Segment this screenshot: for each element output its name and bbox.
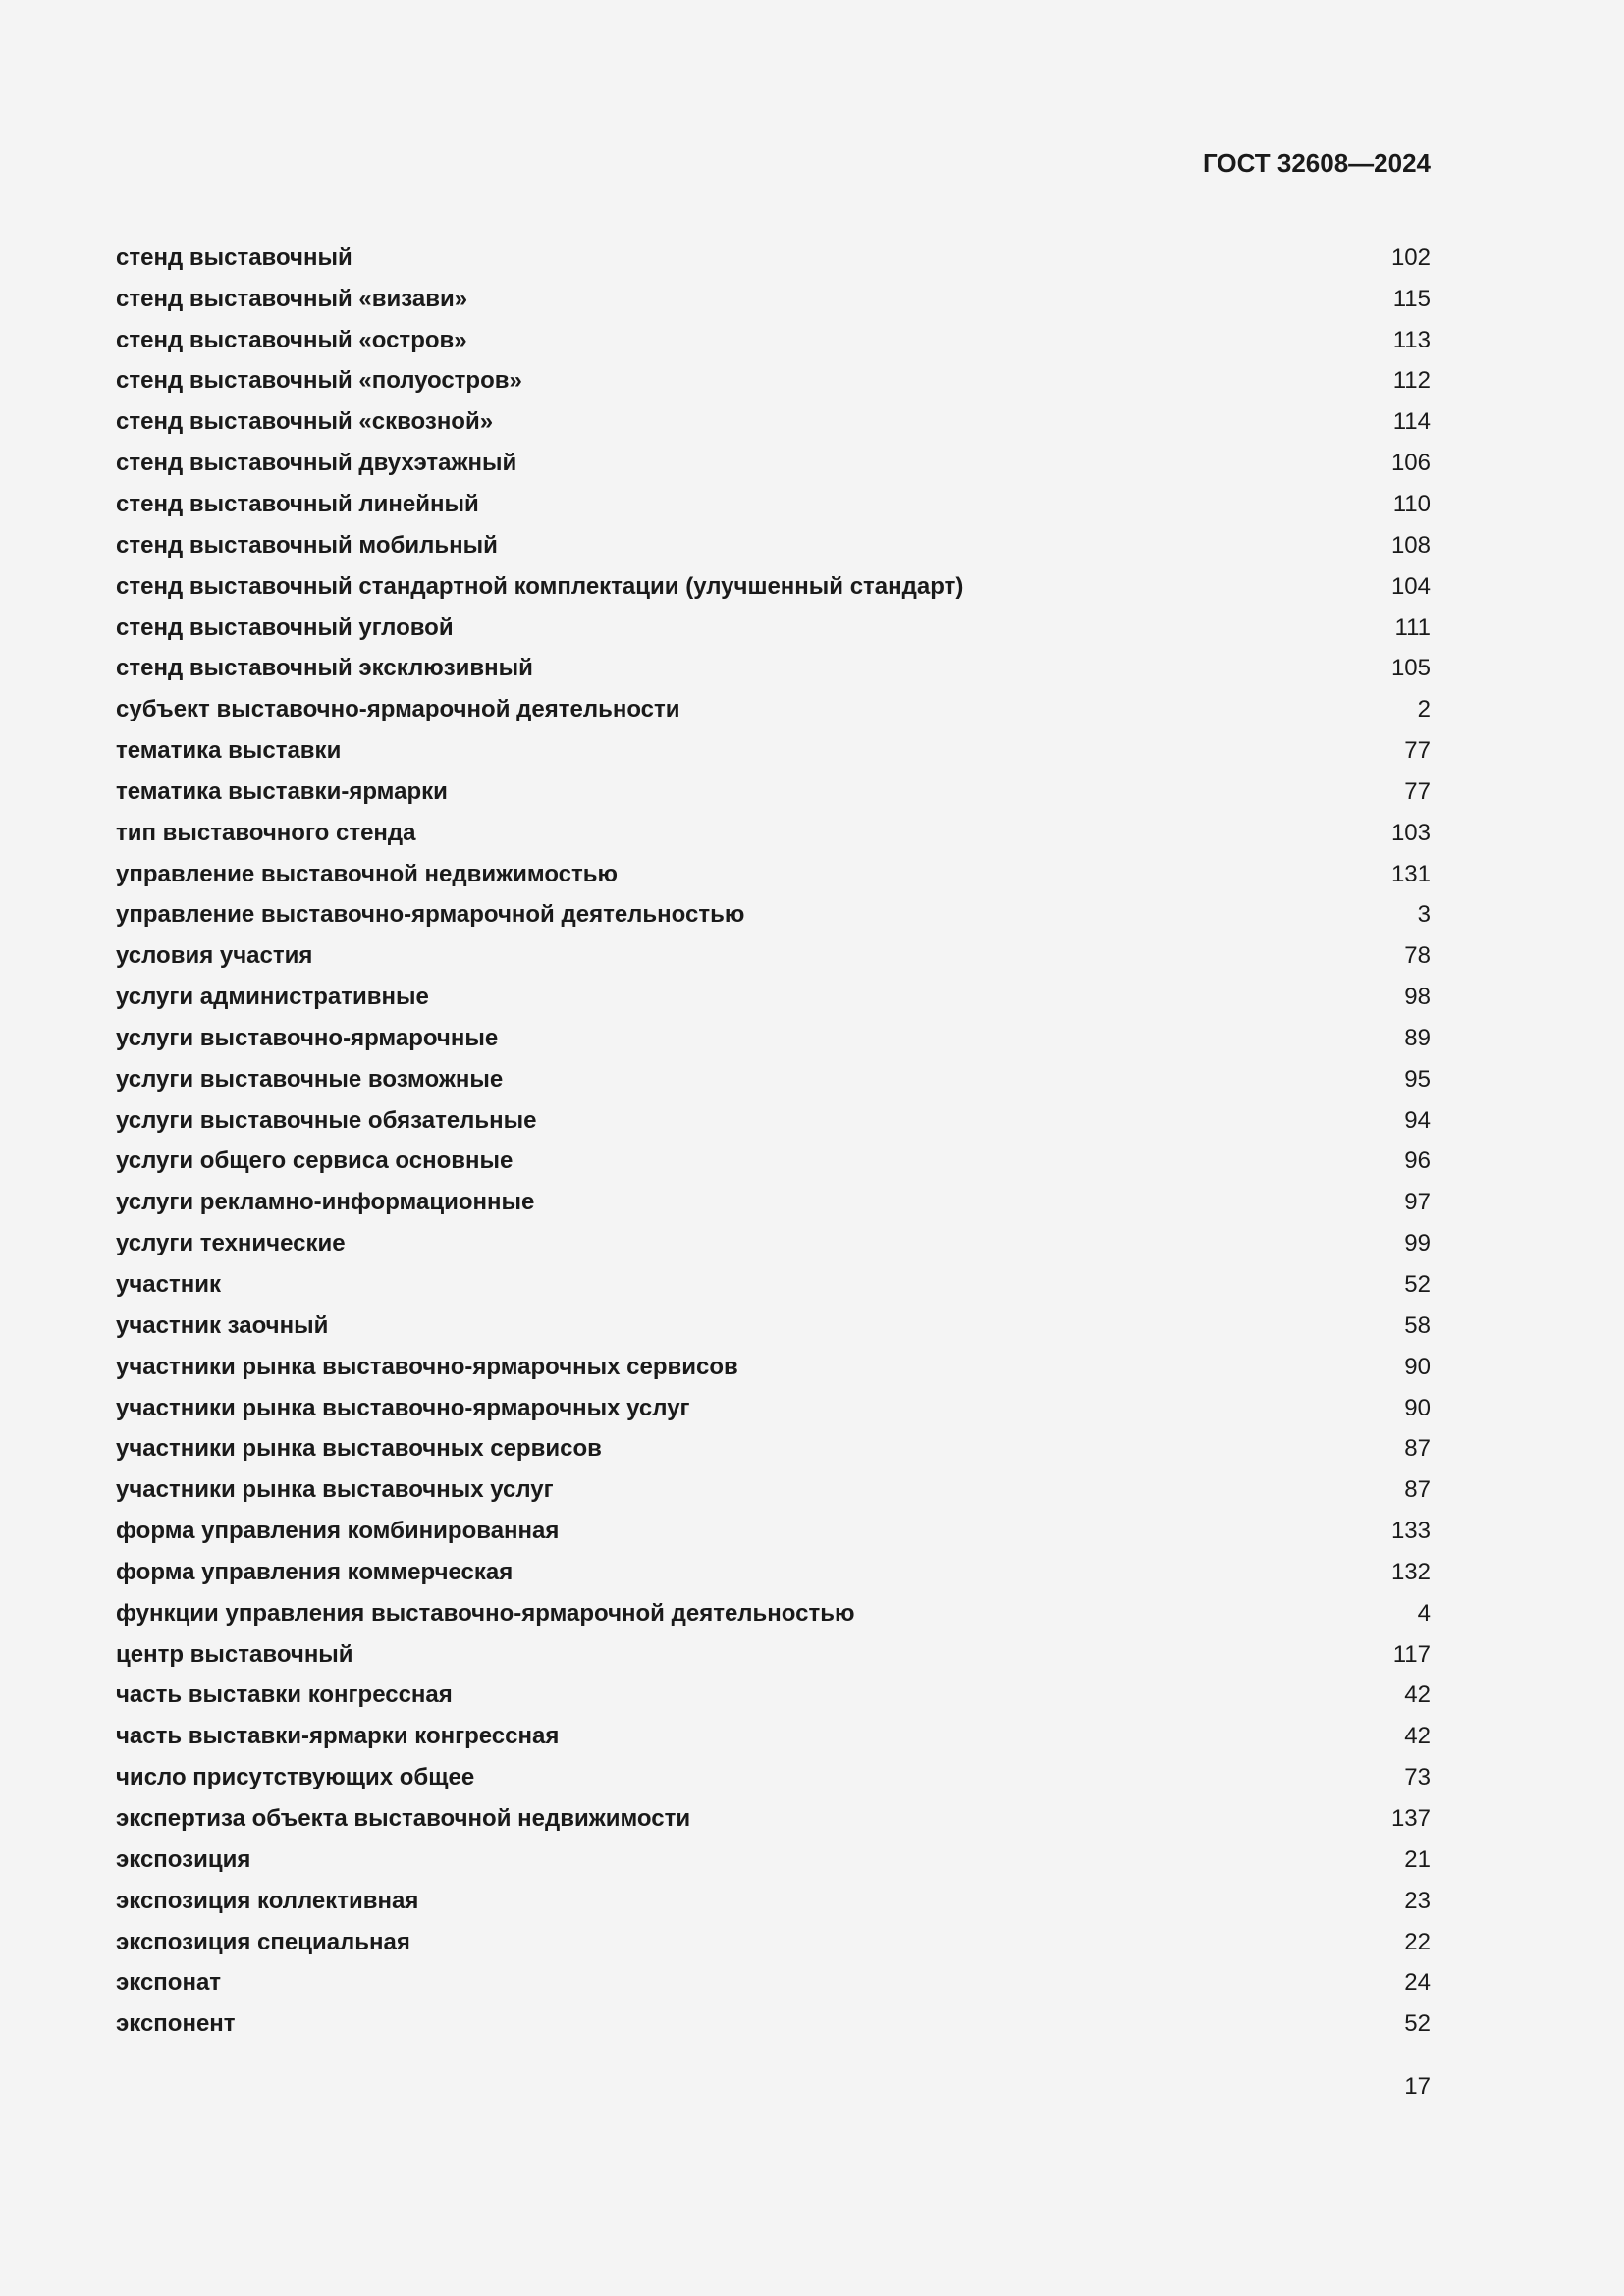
- index-entry: [116, 689, 1431, 730]
- index-term: тематика выставки-ярмарки: [116, 777, 448, 805]
- index-entry: [116, 484, 1431, 525]
- index-term-number: 117: [1392, 1640, 1431, 1668]
- index-term-number: 77: [1404, 777, 1431, 805]
- index-term: стенд выставочный «полуостров»: [116, 367, 522, 395]
- index-entry: [116, 1962, 1431, 2003]
- document-header: ГОСТ 32608—2024: [1203, 148, 1431, 178]
- index-term: экспозиция специальная: [116, 1928, 410, 1955]
- index-entry: [116, 1716, 1431, 1757]
- index-term-number: 102: [1390, 243, 1431, 271]
- index-entry: [116, 1182, 1431, 1223]
- index-term: экспозиция коллективная: [116, 1887, 419, 1914]
- index-term-number: 3: [1417, 901, 1431, 929]
- index-entry: [116, 1552, 1431, 1593]
- index-term-number: 52: [1404, 2010, 1431, 2038]
- index-term-number: 23: [1404, 1887, 1431, 1914]
- index-term-number: 94: [1404, 1106, 1431, 1134]
- index-term-number: 90: [1404, 1394, 1431, 1421]
- index-term: участники рынка выставочно-ярмарочных услуг: [116, 1394, 690, 1421]
- index-entry: [116, 1469, 1431, 1511]
- index-term-number: 73: [1404, 1764, 1431, 1791]
- index-term: услуги рекламно-информационные: [116, 1189, 535, 1216]
- index-entry: [116, 1142, 1431, 1183]
- index-term: часть выставки-ярмарки конгрессная: [116, 1723, 560, 1750]
- index-term: центр выставочный: [116, 1640, 353, 1668]
- index-term: функции управления выставочно-ярмарочной деятельностью: [116, 1599, 855, 1627]
- index-entry: [116, 1428, 1431, 1469]
- index-entry: [116, 648, 1431, 689]
- index-term: стенд выставочный «остров»: [116, 326, 467, 353]
- index-term: стенд выставочный стандартной комплектации (улучшенный стандарт): [116, 572, 964, 600]
- index-term-number: 42: [1404, 1682, 1431, 1709]
- index-term: стенд выставочный линейный: [116, 490, 479, 517]
- index-term: участники рынка выставочных сервисов: [116, 1435, 602, 1463]
- index-term-number: 87: [1404, 1476, 1431, 1504]
- index-term-number: 110: [1392, 490, 1431, 517]
- index-term: участники рынка выставочных услуг: [116, 1476, 554, 1504]
- index-entry: [116, 1634, 1431, 1676]
- index-term: услуги технические: [116, 1230, 346, 1257]
- index-term-number: 87: [1404, 1435, 1431, 1463]
- index-term-number: 58: [1404, 1311, 1431, 1339]
- index-term: управление выставочно-ярмарочной деятельностью: [116, 901, 745, 929]
- index-term-number: 137: [1390, 1804, 1431, 1832]
- index-entry: [116, 1881, 1431, 1922]
- index-entry: [116, 1223, 1431, 1264]
- index-term: субъект выставочно-ярмарочной деятельности: [116, 696, 680, 723]
- index-entry: [116, 1757, 1431, 1798]
- index-entry: [116, 1922, 1431, 1963]
- index-entry: [116, 238, 1431, 279]
- index-term: услуги общего сервиса основные: [116, 1148, 514, 1175]
- index-term: тип выставочного стенда: [116, 819, 416, 846]
- index-entry: [116, 1347, 1431, 1388]
- index-term-number: 131: [1390, 860, 1431, 887]
- index-term: стенд выставочный эксклюзивный: [116, 655, 533, 682]
- index-term-number: 21: [1404, 1845, 1431, 1873]
- index-term: число присутствующих общее: [116, 1764, 475, 1791]
- index-entry: [116, 772, 1431, 813]
- index-entry: [116, 525, 1431, 566]
- index-entry: [116, 1511, 1431, 1552]
- index-entry: [116, 1306, 1431, 1347]
- index-term-number: 52: [1404, 1271, 1431, 1299]
- index-entry: [116, 279, 1431, 320]
- index-entry: [116, 1798, 1431, 1840]
- index-term: условия участия: [116, 942, 313, 970]
- index-term-number: 96: [1404, 1148, 1431, 1175]
- index-entry: [116, 320, 1431, 361]
- index-term-number: 132: [1390, 1558, 1431, 1585]
- index-entry: [116, 443, 1431, 484]
- index-term-number: 115: [1392, 285, 1431, 312]
- index-term: услуги выставочные обязательные: [116, 1106, 537, 1134]
- index-entry: [116, 1264, 1431, 1306]
- index-entry: [116, 2003, 1431, 2045]
- alphabetical-index: [116, 238, 1431, 2045]
- index-term: услуги выставочно-ярмарочные: [116, 1024, 499, 1051]
- index-term-number: 42: [1404, 1723, 1431, 1750]
- index-term: участник: [116, 1271, 221, 1299]
- index-term: стенд выставочный двухэтажный: [116, 450, 517, 477]
- index-entry: [116, 854, 1431, 895]
- index-term: экспонент: [116, 2010, 236, 2038]
- index-entry: [116, 1100, 1431, 1142]
- index-term-number: 105: [1390, 655, 1431, 682]
- index-term-number: 24: [1404, 1969, 1431, 1997]
- index-term-number: 99: [1404, 1230, 1431, 1257]
- index-term: стенд выставочный «визави»: [116, 285, 468, 312]
- index-term-number: 77: [1404, 737, 1431, 765]
- index-term-number: 103: [1390, 819, 1431, 846]
- index-term: управление выставочной недвижимостью: [116, 860, 619, 887]
- index-entry: [116, 730, 1431, 772]
- index-term-number: 113: [1392, 326, 1431, 353]
- index-term: форма управления комбинированная: [116, 1518, 560, 1545]
- index-term-number: 104: [1390, 572, 1431, 600]
- index-term-number: 89: [1404, 1024, 1431, 1051]
- index-term: тематика выставки: [116, 737, 342, 765]
- index-term: услуги административные: [116, 984, 429, 1011]
- index-term-number: 97: [1404, 1189, 1431, 1216]
- index-term-number: 22: [1404, 1928, 1431, 1955]
- index-term: услуги выставочные возможные: [116, 1065, 504, 1093]
- index-entry: [116, 935, 1431, 977]
- index-term: стенд выставочный угловой: [116, 614, 454, 641]
- index-entry: [116, 1018, 1431, 1059]
- index-entry: [116, 1388, 1431, 1429]
- index-term: часть выставки конгрессная: [116, 1682, 453, 1709]
- index-term-number: 112: [1392, 367, 1431, 395]
- index-term-number: 90: [1404, 1353, 1431, 1380]
- page-number: 17: [1404, 2073, 1431, 2100]
- index-entry: [116, 813, 1431, 854]
- index-term: участники рынка выставочно-ярмарочных сервисов: [116, 1353, 738, 1380]
- index-entry: [116, 895, 1431, 936]
- index-term: экспертиза объекта выставочной недвижимости: [116, 1804, 691, 1832]
- index-term: стенд выставочный: [116, 243, 352, 271]
- index-entry: [116, 977, 1431, 1018]
- index-term-number: 95: [1404, 1065, 1431, 1093]
- index-term-number: 111: [1394, 614, 1431, 641]
- index-term: участник заочный: [116, 1311, 329, 1339]
- index-term: экспозиция: [116, 1845, 251, 1873]
- index-term: стенд выставочный мобильный: [116, 531, 498, 559]
- index-term-number: 114: [1392, 408, 1431, 436]
- index-entry: [116, 1840, 1431, 1881]
- index-entry: [116, 566, 1431, 608]
- index-term-number: 133: [1390, 1518, 1431, 1545]
- index-term-number: 78: [1404, 942, 1431, 970]
- index-entry: [116, 1676, 1431, 1717]
- index-term: стенд выставочный «сквозной»: [116, 408, 494, 436]
- index-term-number: 4: [1417, 1599, 1431, 1627]
- index-term-number: 98: [1404, 984, 1431, 1011]
- index-entry: [116, 361, 1431, 402]
- index-entry: [116, 1593, 1431, 1634]
- index-term-number: 106: [1390, 450, 1431, 477]
- index-entry: [116, 401, 1431, 443]
- index-term: форма управления коммерческая: [116, 1558, 514, 1585]
- index-term: экспонат: [116, 1969, 222, 1997]
- index-entry: [116, 1059, 1431, 1100]
- index-entry: [116, 608, 1431, 649]
- index-term-number: 108: [1390, 531, 1431, 559]
- index-term-number: 2: [1417, 696, 1431, 723]
